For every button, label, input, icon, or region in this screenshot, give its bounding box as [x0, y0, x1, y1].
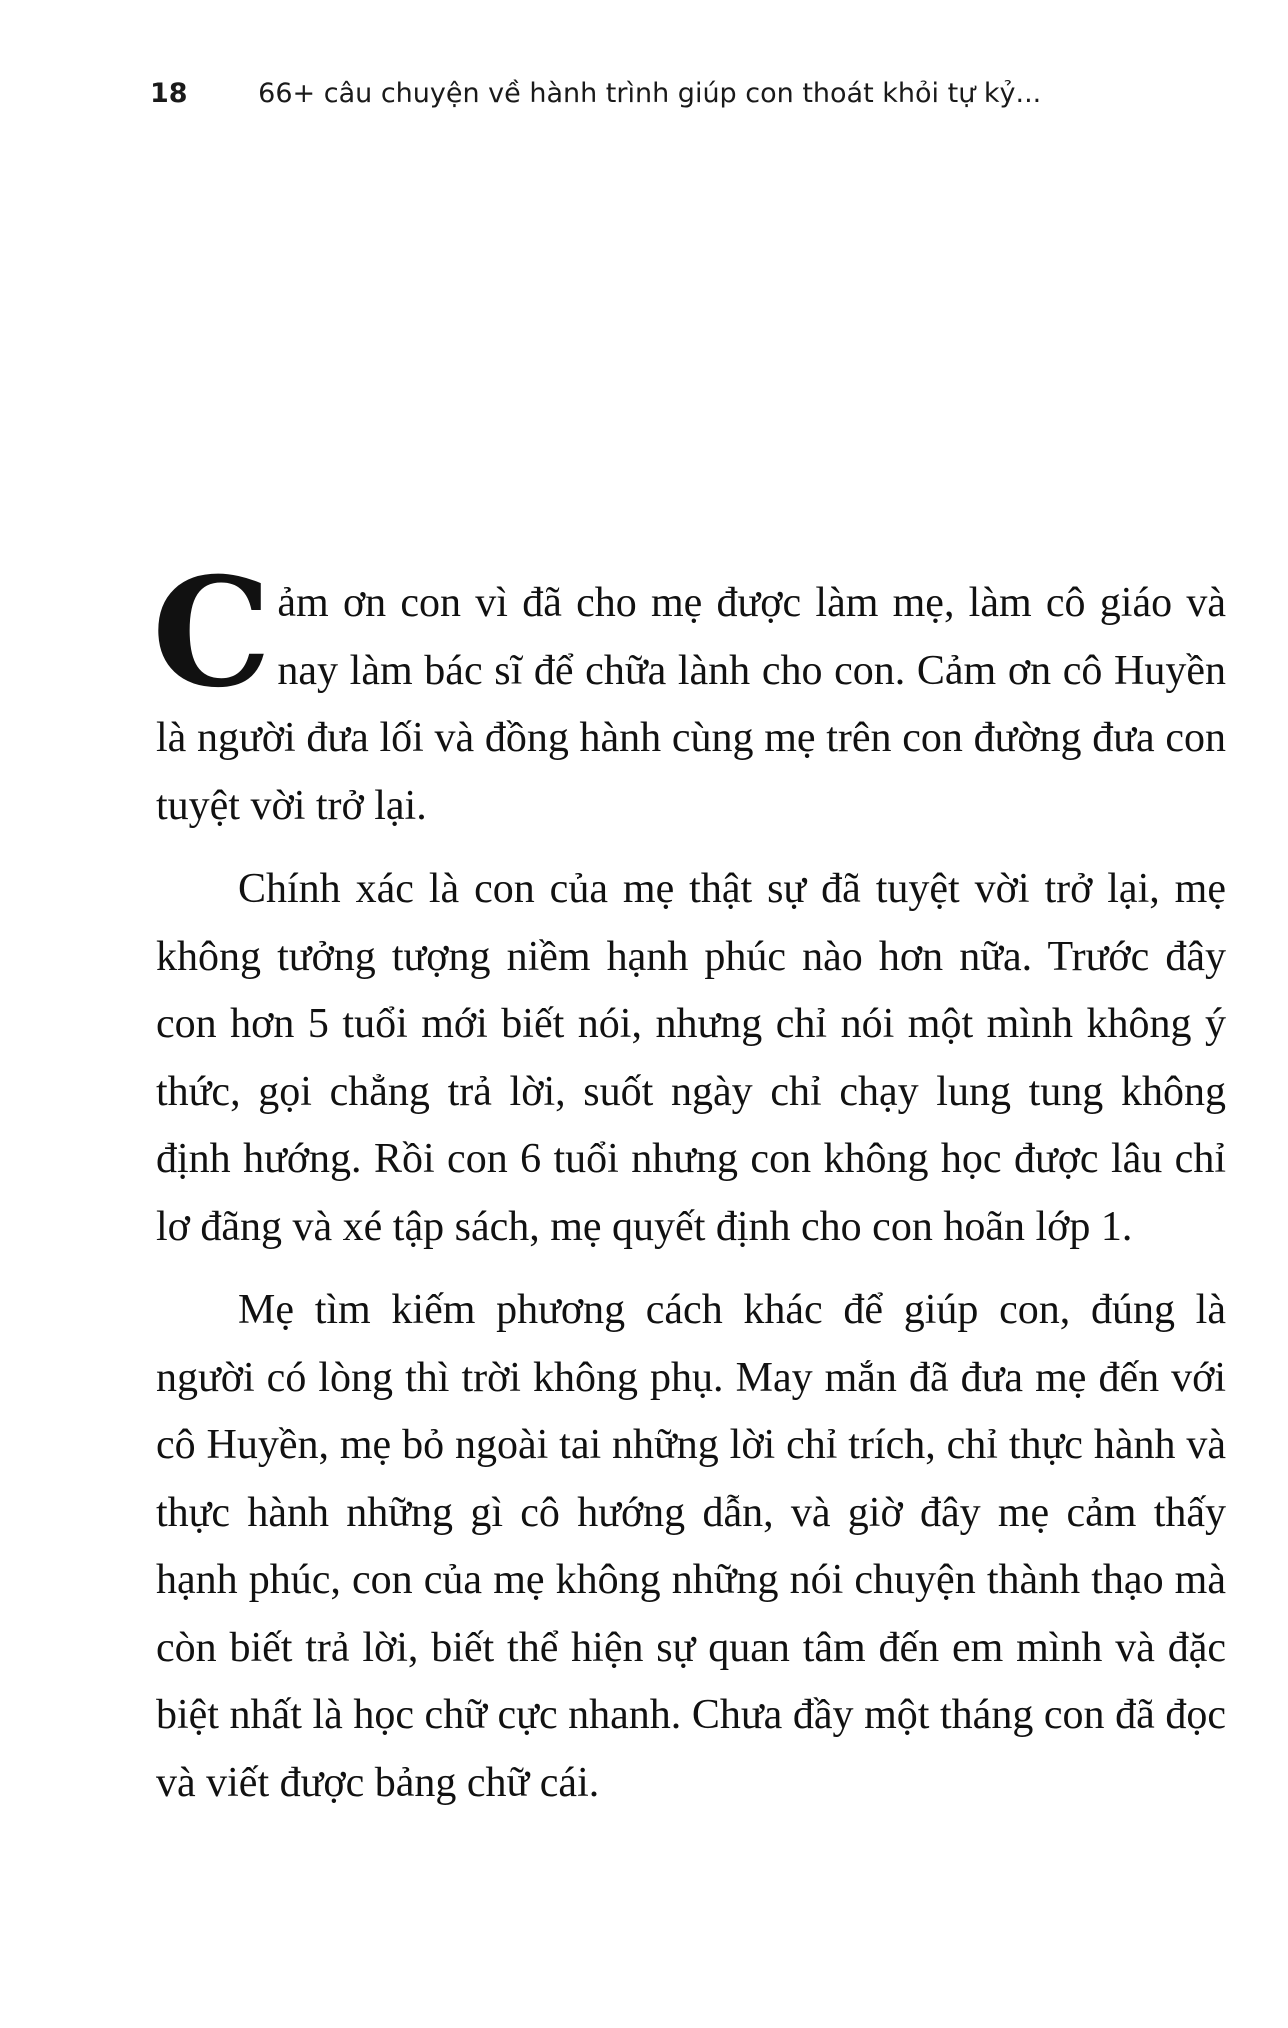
running-title: 66+ câu chuyện về hành trình giúp con thoát khỏi tự kỷ...: [258, 78, 1042, 109]
paragraph-1: [152, 545, 1226, 840]
drop-cap: C: [152, 545, 272, 721]
paragraph-3: Mẹ tìm kiếm phương cách khác để giúp con, đúng là người có lòng thì trời không phụ. May mắn đã đưa mẹ đến với cô Huyền, mẹ bỏ ngoài tai những lời chỉ trích, chỉ thực hành và thực hành những gì cô hướng dẫn, và giờ đây mẹ cảm thấy hạnh phúc, con của mẹ không những nói chuyện thành thạo mà còn biết trả lời, biết thể hiện sự quan tâm đến em mình và đặc biệt nhất là học chữ cực nhanh. Chưa đầy một tháng con đã đọc và viết được bảng chữ cái.: [156, 1287, 1226, 1806]
paragraph-1-text: ảm ơn con vì đã cho mẹ được làm mẹ, làm cô giáo và nay làm bác sĩ để chữa lành cho con. Cảm ơn cô Huyền là người đưa lối và đồng hành cùng mẹ trên con đường đưa con tuyệt vời trở lại.: [156, 580, 1226, 829]
page-header: [150, 78, 1041, 109]
body-text: [152, 545, 1226, 1833]
paragraph-2: Chính xác là con của mẹ thật sự đã tuyệt vời trở lại, mẹ không tưởng tượng niềm hạnh phúc nào hơn nữa. Trước đây con hơn 5 tuổi mới biết nói, nhưng chỉ nói một mình không ý thức, gọi chẳng trả lời, suốt ngày chỉ chạy lung tung không định hướng. Rồi con 6 tuổi nhưng con không học được lâu chỉ lơ đãng và xé tập sách, mẹ quyết định cho con hoãn lớp 1.: [156, 866, 1226, 1250]
page-number: 18: [150, 78, 188, 109]
